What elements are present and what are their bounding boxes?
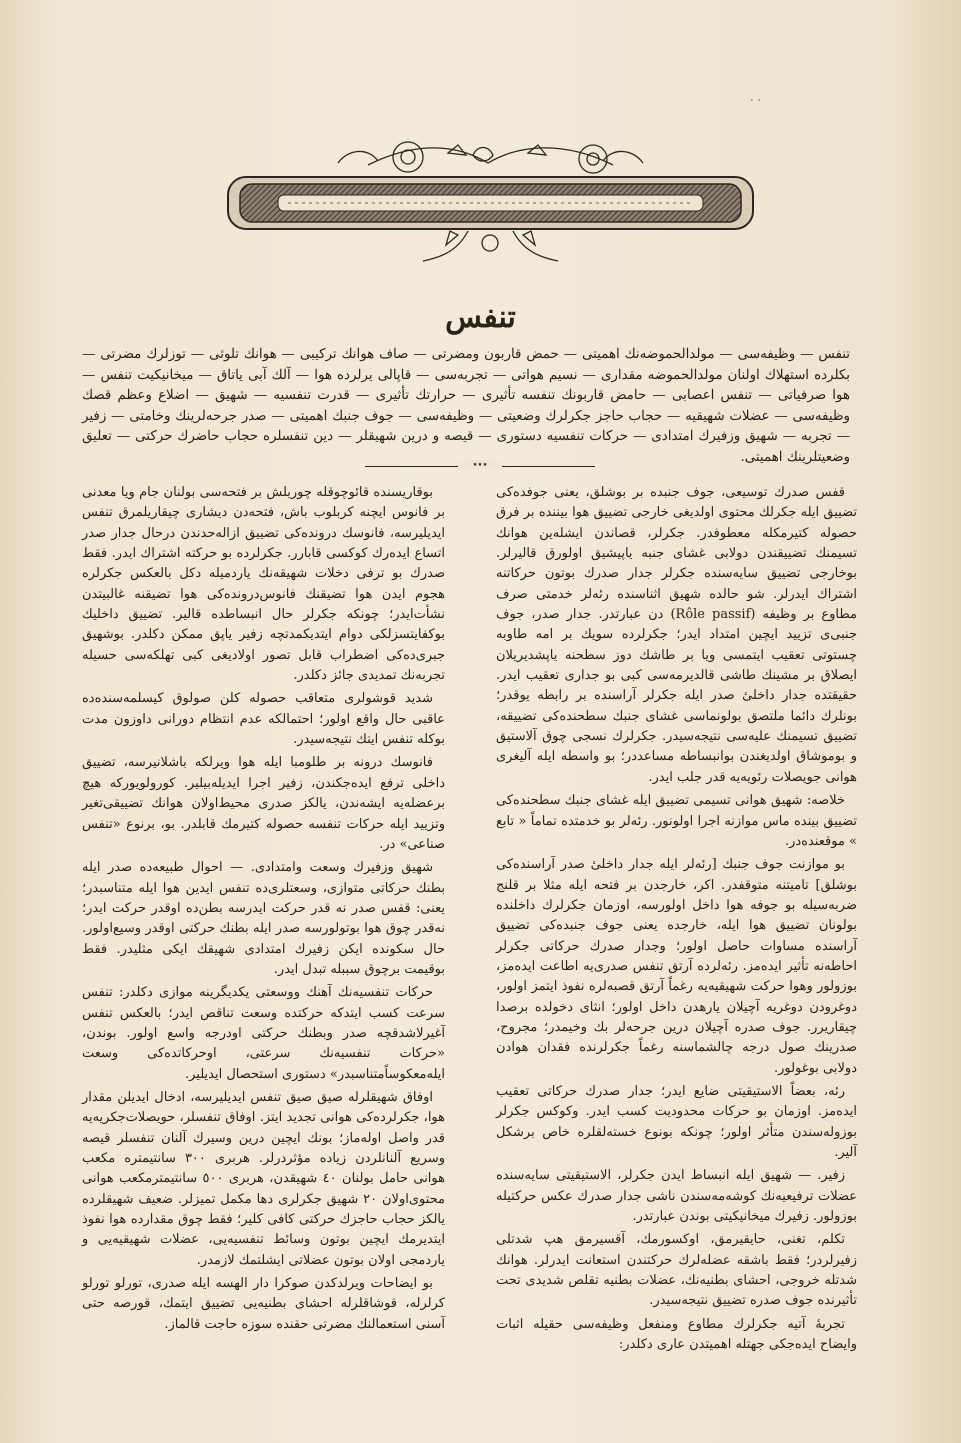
paragraph: قفس صدرك توسیعی، جوف جنبده بر بوشلق، یعنی جوفده‌كی تضییق ایله جكرلك محتوی اولدیغی خارجی تضییق هوا بیننده بر فرق حصوله كتیرمكله معطوفدر. جكرلر، قصاندن ایشله‌ین هوانك تسیمنك تضییقندن دولابی غشای جنبه یاپیشیق اولورق قالیرلر. بوخارجی تضییق سایه‌سنده جكرلر جدار صدرك بوتون حركاتنه اشتراك ایدرلر. شو حالده شهیق اثناسنده رئه‌لر خدمتی صرف مطاوع بر وظیفه (Rôle passif) دن عبارتدر. جدار صدر، جوف جنبی‌ی تزیید ایچین امتداد ایدر؛ جكرلرده سویك بر امه طاوبه چستوتی تعقیب ایتمسی ویا بر طاشك دوز سطحنه یاپشدیریلان ایصلاق بر مشینك طاشی قالدیرمه‌سی كبی بو جداری تعقیب ایدر. حقیقتده جدار داخلیٔ صدر ایله جكرلر آراسنده بر رابطه یوقدر؛ بونلرك دائما ملتصق بولونماسی غشای جنبك سطحنده‌كی تضییقه، تضییق تسیمنك علیه‌سی نتیجه‌سیدر. جكرلرك نسجی چوق آلاستیق و بوموشاق اولدیغندن بوانبساطه مساعددر؛ بو واسطه ایله آلیغری هوانی جویصلات رئویه‌یه قدر جلب ایدر. bbox=[496, 485, 857, 785]
paragraph: زفیر. — شهیق ایله انبساط ایدن جكرلر، الاستیقیتی سایه‌سنده عضلات ترفیعیه‌نك كوشه‌مه‌سندن ناشی جدار صدرك عكس حركتیله بوزولور. زفیرك میخانیكیتی بوندن عبارتدر. bbox=[496, 1168, 857, 1225]
paragraph: تجربهٔ آتیه جكرلرك مطاوع ومنفعل وظیفه‌سی حقیله اثبات وایضاح ایده‌جكی جهتله اهمیتدن عاری دكلدر: bbox=[496, 1316, 857, 1353]
paragraph: شهیق وزفیرك وسعت وامتدادی. — احوال طبیعه‌ده صدر ایله بطنك حركاتی متوازی، وسعتلری‌ده تنفس ایدین هوا ایله متناسبدر؛ یعنی: قفس صدر نه قدر حركت ایدرسه بطن‌ده اوقدر حركت ایدر؛ نه‌قدر چوق هوا بوتولورسه صدر ایله بطنك حركتی اوقدر وسیع‌اولور. حال سكونده ایكن زفیرك امتدادی شهیقك ایكی مثلیدر. فقط بوقیمت برچوق سببله تبدل ایدر. bbox=[82, 860, 445, 977]
floral-ornament bbox=[218, 135, 763, 265]
upper-flowers bbox=[338, 142, 643, 173]
paragraph: بو ایضاحات ویرلدكدن صوكرا دار الهسه ایله صدری، تورلو تورلو كرلرله، قوشاقلرله احشای بطنیه‌یی تضییق ایتمك، قورصه حتی آسنی استعمالنك مضرتی حقنده سوزه حاجت قالماز. bbox=[82, 1276, 445, 1332]
paragraph: خلاصه: شهیق هوانی تسیمی تضییق ایله غشای جنبك سطحنده‌كی تضییق بینده ماس موازنه اجرا اولونور. رئه‌لر بو خدمتده تماماً « تابع » موقعنده‌در. bbox=[496, 793, 857, 849]
divider-ornament: ٭٭٭ bbox=[458, 460, 502, 470]
paragraph: رئه، بعضاً الاستیقیتی ضایع ایدر؛ جدار صدرك حركاتی تعقیب ایده‌مز. اوزمان بو حركات محدودیت كسب ایدر. وكوكس جكرلر بوزوله‌سندن متأثر اولور؛ چونكه بونوع خسته‌لقلره خاص برشكل آلیر. bbox=[496, 1083, 857, 1160]
paragraph: بوقاریسنده قائوچوقله چوریلش بر فتحه‌سی بولنان جام ویا معدنی بر فانوس ایچنه كربلوب باش، فتحه‌دن دیشاری چیقاریلمرق تنفس ایدیلیرسه، فانوسك درونده‌كی تضییق ازاله‌حدندن درحال جدار صدر اتساع ایده‌رك كوكسی قابارر. جكرلرده بو حركته اشتراك ایدر. فقط صدرك بو ترفی دخلات شهیقه‌نك یاردمیله دكل بالعكس جكرلره هجوم ایدن هوا تضیقنك فانوس‌درونده‌كی هوا تضیقنه غالبیتدن نشأت‌ایدر؛ چونكه جكرلر حال انبساطده قالیر. تضییق داخلیك بوكفا‌یتسزلكی دوام ایتدیكمدتچه زفیر یاپق ممكن دكلدر. بوشهیق جبری‌ده‌كی اضطراب قابل تصور اولادیغی كبی تهلكه‌سی حسیله تجربه‌نك تمدیدی جائز دكلدر. bbox=[82, 485, 445, 684]
right-column bbox=[496, 483, 857, 1358]
lower-flowers bbox=[423, 231, 558, 261]
folio-mark: ٠٠ bbox=[748, 92, 764, 108]
paragraph: بو موازنت جوف جنبك [رئه‌لر ایله جدار داخلیٔ صدر آراسنده‌كی بوشلق] تامیتنه متوقفدر. اكر، خارجدن بر فتحه ایله مثلا بر قلنج ضربه‌سیله بو جوفه هوا داخل اولورسه، اوزمان جكرلرك داخلنده بولونان تضییق هوا ایله، خارجده یعنی جوف جنبده‌كی تضییق آراسنده مساوات حاصل اولور؛ وجدار صدرك حركاتی جكرلر احاطه‌نه تأثیر ایده‌مز. رئه‌لرده آرتق تنفس صدری‌یه اطاعت ایده‌مز، بوزولور وهوا حركت شهیقیه‌یه رغماً آرتق قصبه‌لره نفوذ ایتمز اولور، دوغرودن دوغریه آچیلان یارهدن داخل اولور؛ انثای دخولده برصدا چیقاریرر. جوف صدره آچیلان درین جرحه‌لر بك وخیمدر؛ مجروح، صدرینك صول درجه چالشماسنه رغماً جكرلرنده فقدان هوادن دولابی بوغولور. bbox=[496, 857, 857, 1076]
paragraph: فانوسك درونه بر طلومبا ایله هوا ویرلكه باشلانیرسه، تضییق داخلی ترفع ایده‌جكندن، زفیر اجرا ایدیله‌بیلیر. كورولویوركه هیچ برعضله‌یه ایشه‌ندن، یالكز صدری محیط‌اولان هوانك تضییقی‌تغیر وتزیید ایله حركات تنفسه حصوله كتیرمك قابلدر. بو، برنوع «تنفس صناعی» در. bbox=[82, 755, 445, 852]
paragraph: تكلم، تغنی، حایقیرمق، اوكسورمك، آقسیرمق هپ شدتلی زفیرلردر؛ فقط باشقه عضله‌لرك حركتندن استعانت ایدرلر. هوانك شدتله خروجی، احشای بطنیه‌نك، عضلات بطنیه تقلص شدیدی تحت تأثیرنده جوف صدره تضییق نتیجه‌سیدر. bbox=[496, 1232, 857, 1309]
summary-text: تنفس — وظیفه‌سی — مولدالحموضه‌نك اهمیتی — حمض قاربون ومضرتی — صاف هوانك تركیبی — هوانك تلوثی — توزلرك مضرتی — بكلرده استهلاك اولنان مولدالحموضه مقداری — نسیم هواتی — تجربه‌سی — قاپالی یرلرده هوا — آلك آبی یاتاق — میخانیكیت تنفس — هوا صرفیاتی — تنفس اعصابی — حامض قاربونك تنفسه تأثیری — حرارتك تأثیری — قدرت تنفسیه — شهیق — اضلاع وعظم قصك وظیفه‌سی — عضلات شهیقیه — حجاب حاجز جكرلرك وضعیتی — وظیفه‌سی — جوف جنبك اهمیتی — صدر جرحه‌لرینك وخامتی — زفیر — تجربه — شهیق وزفیرك امتدادی — حركات تنفسیه دستوری — قیصه و درین شهیقلر — دین تنفسلره حجاب حاضرك حركتی — تعلیق وضعیتلرینك اهمیتی. bbox=[82, 347, 850, 465]
paragraph: اوفاق شهیقلرله صیق صیق تنفس ایدیلیرسه، ادخال ایدیلن مقدار هوا، جكرلرده‌كی هوانی تجدید ایتز. اوفاق تنفسلر، حویصلات‌جكریه‌یه قدر واصل اوله‌ماز؛ بونك ایچین درین وسیرك آلنان تنفسلر قیصه وسریع آلنانلردن زیاده مؤثردرلر. هربری ٣٠٠ سانتیمتره مكعب هوانی حامل بولنان ٤٠ شهیقدن، هربری ٥٠٠ سانتیمترمكعب هوانی محتوی‌اولان ٢٠ شهیق جكرلری دها مكمل تمیزلر. ضعیف شهیقلرده یالكز حجاب حاجزك حركتی كافی كلیر؛ فقط چوق مقدارده هوا نفوذ ایتدیرمك ایچین بوتون وسائط تنفسیه‌یی، عضلات شهیقیه‌یی و یاردمجی اولان بوتون عضلاتی ایشلتمك لازمدر. bbox=[82, 1089, 446, 1268]
article-summary bbox=[82, 345, 850, 469]
paragraph: شدید قوشولری متعاقب حصوله كلن صولوق كیسلمه‌سنده‌ده عاقبی حال واقع اولور؛ احتمالكه عدم انتظام دورانی داوزون مدت بوكله تنفس ایتك نتیجه‌سیدر. bbox=[82, 691, 445, 748]
paragraph: حركات تنفسیه‌نك آهنك ووسعتی یكدیگرینه موازی دكلدر: تنفس سرعت كسب ایتدكه حركتده وسعت تناقص ایدر؛ بالعكس تنفس آغیرلاشدقچه صدر وبطنك حركتی اودرجه واسع اولور. بوندن، «حركات تنفسیه‌نك سرعتی، اوحركاتده‌كی وسعت ایله‌معكوساً‌متناسبدر» دستوری استحصال ایدیلیر. bbox=[82, 985, 445, 1082]
central-panel bbox=[228, 177, 753, 229]
article-title: تنفس bbox=[445, 300, 516, 335]
left-column bbox=[82, 483, 445, 1338]
